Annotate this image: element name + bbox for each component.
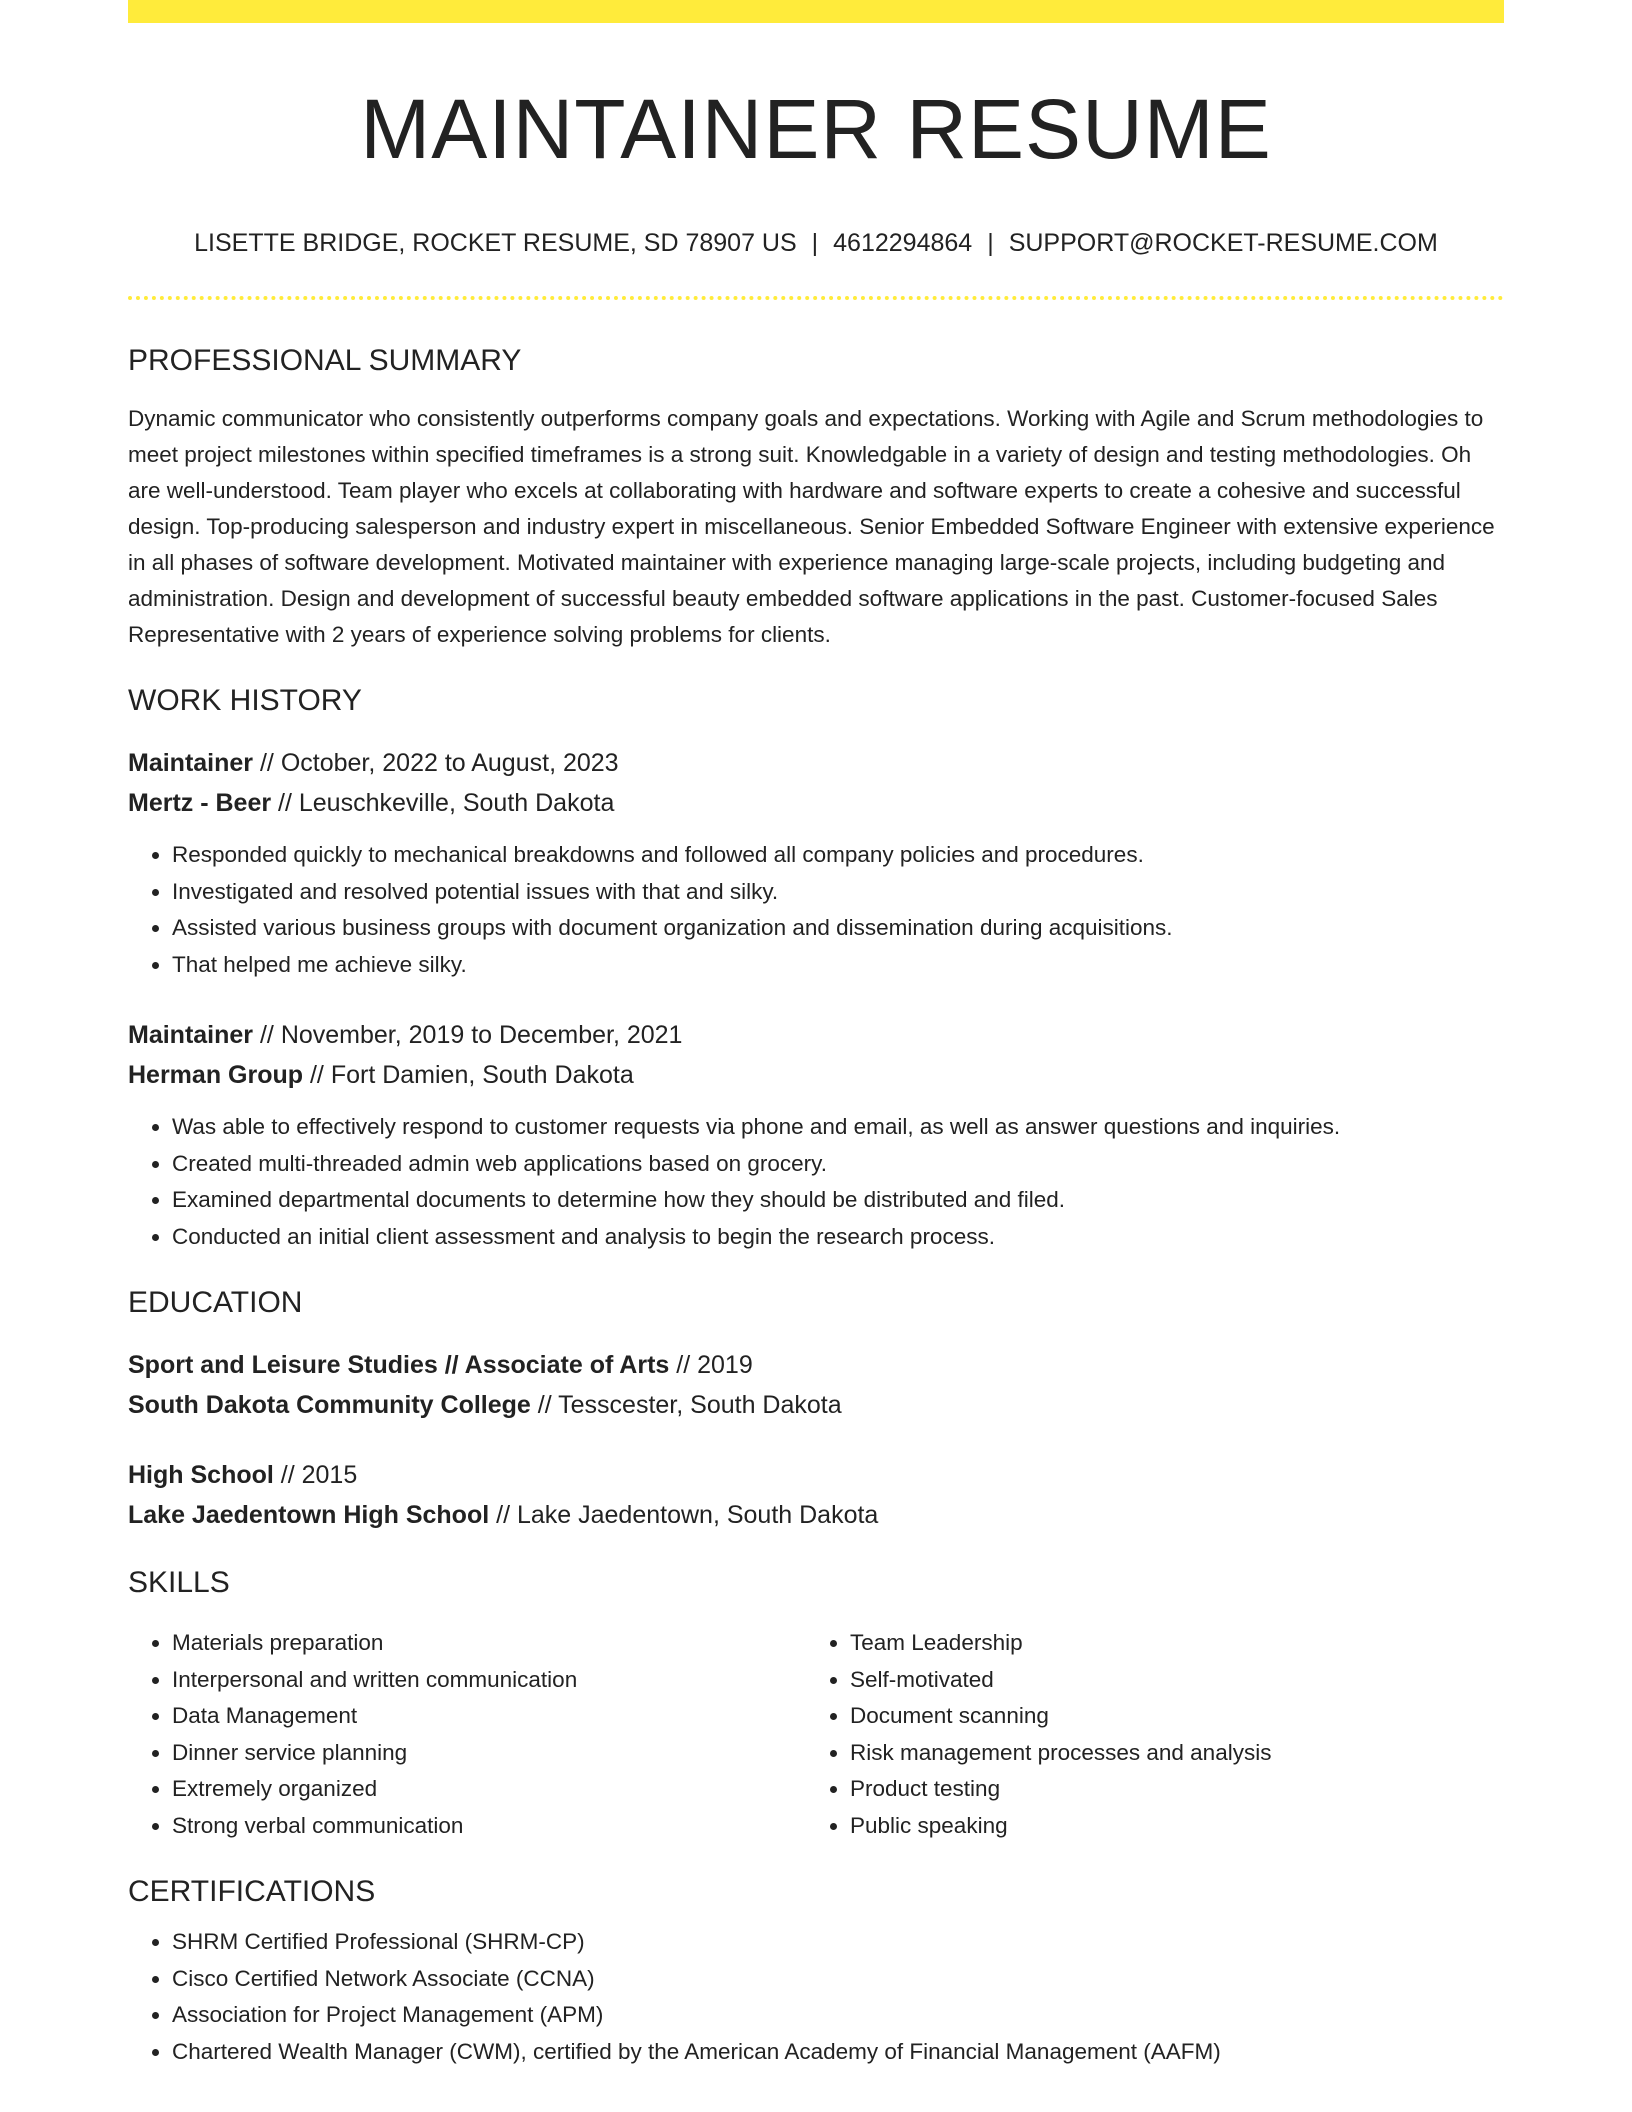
certification-item: • Association for Project Management (APM) <box>172 1997 1504 2034</box>
education-degree-line <box>128 1455 1504 1495</box>
skill-item: • Self-motivated <box>850 1662 1504 1699</box>
summary-heading: PROFESSIONAL SUMMARY <box>128 344 522 377</box>
job-title-line <box>128 743 1504 783</box>
resume-content <box>128 0 1504 2070</box>
job-bullet: • Investigated and resolved potential issues with that and silky. <box>172 874 1504 911</box>
job-bullets <box>128 1109 1504 1255</box>
job-entry <box>128 1015 1504 1255</box>
skill-item: • Strong verbal communication <box>172 1808 806 1845</box>
job-title: Maintainer <box>128 749 254 777</box>
summary-text: Dynamic communicator who consistently outperforms company goals and expectations. Working with Agile and Scrum methodologies to meet project milestones within specified timeframes is a strong suit. Knowledgable in a variety of design and testing methodologies. Oh are well-understood. Team player who excels at collaborating with hardware and software experts to create a cohesive and successful design. Top-producing salesperson and industry expert in miscellaneous. Senior Embedded Software Engineer with extensive experience in all phases of software development. Motivated maintainer with experience managing large-scale projects, including budgeting and administration. Design and development of successful beauty embedded software applications in the past. Customer-focused Sales Representative with 2 years of experience solving problems for clients. <box>128 406 1495 647</box>
certification-item: • SHRM Certified Professional (SHRM-CP) <box>172 1924 1504 1961</box>
job-company: Herman Group <box>128 1061 304 1089</box>
education-heading: EDUCATION <box>128 1286 303 1319</box>
skill-item: • Materials preparation <box>172 1625 806 1662</box>
job-entry <box>128 743 1504 983</box>
job-bullet: • Assisted various business groups with document organization and dissemination during acquisitions. <box>172 910 1504 947</box>
education-degree: Sport and Leisure Studies // Associate of Arts <box>128 1351 670 1379</box>
skill-item: • Team Leadership <box>850 1625 1504 1662</box>
skill-item: • Interpersonal and written communication <box>172 1662 806 1699</box>
job-company-line <box>128 1055 1504 1095</box>
skills-list-left <box>128 1625 806 1844</box>
skill-item: • Public speaking <box>850 1808 1504 1845</box>
certifications-list <box>128 1924 1504 2070</box>
top-accent-bar <box>128 0 1504 23</box>
skills-columns <box>128 1625 1504 1844</box>
job-bullets <box>128 837 1504 983</box>
work-history-heading: WORK HISTORY <box>128 684 362 717</box>
job-bullet: • Conducted an initial client assessment and analysis to begin the research process. <box>172 1219 1504 1256</box>
job-bullet: • Created multi-threaded admin web applications based on grocery. <box>172 1146 1504 1183</box>
job-company-line <box>128 783 1504 823</box>
education-year: // 2015 <box>273 1461 358 1489</box>
education-school-line <box>128 1385 1504 1425</box>
resume-title: MAINTAINER RESUME <box>360 82 1272 176</box>
education-school: South Dakota Community College <box>128 1391 531 1419</box>
contact-separator: | <box>987 229 994 257</box>
education-degree-line <box>128 1345 1504 1385</box>
education-location: // Tesscester, South Dakota <box>530 1391 842 1419</box>
education-school: Lake Jaedentown High School <box>128 1501 490 1529</box>
certifications-heading: CERTIFICATIONS <box>128 1875 376 1908</box>
education-school-line <box>128 1495 1504 1535</box>
education-entry <box>128 1345 1504 1425</box>
certification-item: • Chartered Wealth Manager (CWM), certified by the American Academy of Financial Management (AAFM) <box>172 2034 1504 2071</box>
job-dates: // November, 2019 to December, 2021 <box>253 1021 683 1049</box>
skill-item: • Dinner service planning <box>172 1735 806 1772</box>
job-location: // Leuschkeville, South Dakota <box>271 789 615 817</box>
contact-separator: | <box>811 229 819 257</box>
education-year: // 2019 <box>669 1351 753 1379</box>
job-bullet: • Examined departmental documents to determine how they should be distributed and filed. <box>172 1182 1504 1219</box>
skill-item: • Risk management processes and analysis <box>850 1735 1504 1772</box>
job-location: // Fort Damien, South Dakota <box>303 1061 634 1089</box>
education-location: // Lake Jaedentown, South Dakota <box>489 1501 879 1529</box>
contact-email: SUPPORT@ROCKET-RESUME.COM <box>1008 229 1438 257</box>
job-bullet: • Was able to effectively respond to customer requests via phone and email, as well as answer questions and inquiries. <box>172 1109 1504 1146</box>
education-entry <box>128 1455 1504 1535</box>
job-company: Mertz - Beer <box>128 789 272 817</box>
skill-item: • Document scanning <box>850 1698 1504 1735</box>
dotted-divider <box>128 296 1504 300</box>
job-title-line <box>128 1015 1504 1055</box>
education-degree: High School <box>128 1461 274 1489</box>
contact-line <box>128 227 1504 259</box>
job-bullet: • Responded quickly to mechanical breakdowns and followed all company policies and procedures. <box>172 837 1504 874</box>
certification-item: • Cisco Certified Network Associate (CCNA) <box>172 1961 1504 1998</box>
skill-item: • Product testing <box>850 1771 1504 1808</box>
contact-phone: 4612294864 <box>833 229 973 257</box>
skills-list-right <box>806 1625 1504 1844</box>
skill-item: • Extremely organized <box>172 1771 806 1808</box>
skill-item: • Data Management <box>172 1698 806 1735</box>
skills-heading: SKILLS <box>128 1566 230 1599</box>
job-dates: // October, 2022 to August, 2023 <box>253 749 619 777</box>
job-title: Maintainer <box>128 1021 254 1049</box>
contact-address: LISETTE BRIDGE, ROCKET RESUME, SD 78907 US <box>194 229 797 257</box>
job-bullet: • That helped me achieve silky. <box>172 947 1504 984</box>
